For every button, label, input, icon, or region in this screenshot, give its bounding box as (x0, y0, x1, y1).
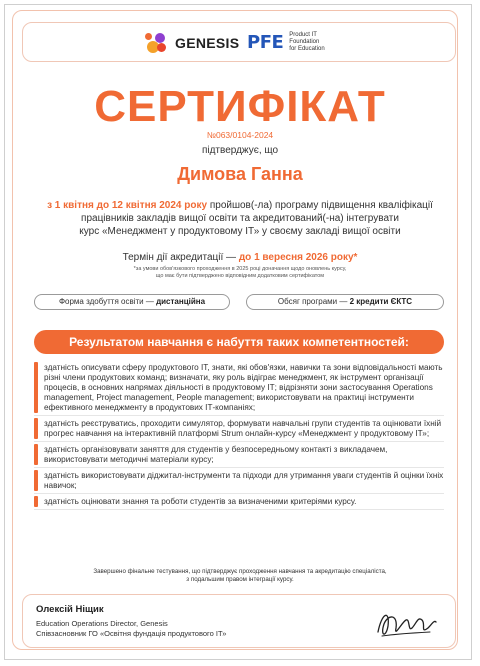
completion-statement: з 1 квітня до 12 квітня 2024 року пройшов(-ла) програму підвищення кваліфікації працівників закладів вищої освіти та акредитований(-на) інтегрувати курс «Менеджмент у продуктовому ІТ» у своєму закладі вищої освіти (47, 200, 433, 237)
signer-name: Олексій Ніщик (36, 604, 104, 615)
competencies-banner: Результатом навчання є набуття таких компетентностей: (34, 330, 444, 354)
competency-item: здатність оцінювати знання та роботи студентів за визначеними критеріями курсу. (34, 494, 444, 510)
bullet-bar (34, 362, 38, 413)
final-testing-note: Завершено фінальне тестування, що підтверджує проходження навчання та акредитацію спеціаліста, з подальшим правом інтеграції курсу. (93, 568, 387, 583)
signer-role: Education Operations Director, Genesis Співзасновник ГО «Освітня фундація продуктового ІТ» (36, 619, 227, 638)
pfe-logo (247, 32, 325, 53)
competency-item: здатність описувати сферу продуктового ІТ, знати, які обов'язки, навички та зони відповідальності мають різні члени продуктових команд; визначати, яку роль відіграє менеджмент, як інструмент організації процесів, в основних напрямах діяльності в продуктовому ІТ; відрізняти зони застосування Operations management, Project management, People management; використовувати на практиці інструменти ефективного менеджменту в продуктових ІТ-компаніях; (34, 360, 444, 416)
competency-item: здатність організовувати заняття для студентів у безпосередньому контакті з викладачем, використовувати методичні матеріали курсу; (34, 442, 444, 468)
genesis-logo-text: GENESIS (175, 35, 240, 51)
program-volume-badge: Обсяг програми — 2 кредити ЄКТС (246, 294, 444, 310)
accreditation-date: до 1 вересня 2026 року* (238, 252, 358, 263)
genesis-logo (143, 29, 239, 57)
bullet-bar (34, 496, 38, 507)
recipient-name: Димова Ганна (177, 164, 303, 184)
confirms-text: підтверджує, що (201, 145, 279, 156)
competency-item: здатність реєструватись, проходити симулятор, формувати навчальні групи студентів та оцінювати їхній прогрес навчання на інтерактивній платформі Strum онлайн-курсу «Менеджмент у продуктовому ІТ»; (34, 416, 444, 442)
bullet-bar (34, 444, 38, 465)
genesis-logo-icon (143, 29, 171, 57)
course-dates: з 1 квітня до 12 квітня 2024 року (47, 200, 208, 211)
accreditation-footnote: *за умови обов'язкового проходження в 2025 році доначання щодо оновлень курсу, що має бути підтверджено відповідним додатковим сертифікатом (133, 266, 347, 279)
education-form-badge: Форма здобуття освіти — дистанційна (34, 294, 230, 310)
pfe-logo-text: Product IT Foundation for Education (289, 32, 325, 52)
certificate-title: СЕРТИФІКАТ (94, 82, 386, 131)
pfe-logo-mark: PFE (247, 32, 284, 53)
competency-item: здатність використовувати діджитал-інструменти та підходи для утримання уваги студентів й оцінки їхніх навичок; (34, 468, 444, 494)
handwritten-signature (372, 602, 438, 646)
bullet-bar (34, 418, 38, 439)
bullet-bar (34, 470, 38, 491)
accreditation-term: Термін дії акредитації — до 1 вересня 2026 року* (122, 252, 358, 263)
certificate-number: №063/0104-2024 (206, 130, 274, 140)
logo-header (22, 22, 456, 62)
competencies-list (34, 360, 444, 510)
